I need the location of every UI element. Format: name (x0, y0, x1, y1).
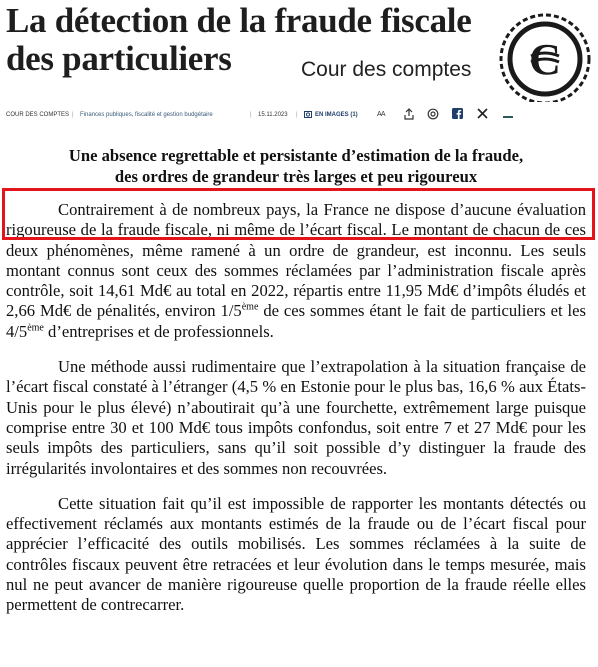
page-header (0, 0, 598, 102)
paragraph-3: Cette situation fait qu’il est impossible de rapporter les montants détectés ou effectivement réclamés aux montants estimés de la fraude ou de l’écart fiscal pour apprécier l’efficacité des outils mobilisés. Les sommes réclamées à la suite de contrôles fiscaux peuvent être retracées et leur évolution dans le temps mesurée, mais nul ne peut avancer de manière rigoureuse quelle proportion de la fraude réelle elles permettent de contrecarrer. (6, 493, 586, 615)
meta-separator: | (250, 112, 252, 118)
brand-name[interactable]: Cour des comptes (301, 58, 472, 81)
article-body (6, 146, 586, 631)
section-heading-line: des ordres de grandeur très larges et peu rigoureux (114, 166, 478, 186)
facebook-icon[interactable] (452, 108, 463, 119)
meta-date: 15.11.2023 (258, 112, 288, 118)
paragraph-2: Une méthode aussi rudimentaire que l’extrapolation à la situation française de l’écart fiscal constaté à l’étranger (4,5 % en Estonie pour le plus bas, 16,6 % aux États-Unis pour le plus élevé) n’aboutirait qu’à une fourchette, extrêmement large puisque comprise entre 30 et 100 Md€ tous impôts confondus, soit entre 7 et 27 Md€ pour les seuls impôts des particuliers, sans qu’il soit possible d’y distinguer la fraude des irrégularités involontaires et des sommes non recouvrées. (6, 357, 586, 478)
image-icon (304, 111, 312, 118)
meta-separator: | (72, 112, 74, 118)
superscript: ème (241, 301, 259, 313)
meta-source[interactable]: COUR DES COMPTES (6, 112, 70, 118)
share-icon[interactable] (403, 108, 415, 120)
paragraph-text: Contrairement à de nombreux pays, la France ne dispose d’aucune évaluation rigoureuse de la fraude fiscale, ni même de l’écart fiscal. Le montant de chacun de ces deux phénomènes, même ramené à un ordre de grandeur, est inconnu. Les seuls montant connus sont ceux des sommes réclamées par l’administration fiscale après contrôle, soit 14,61 Md€ au total en 2022, répartis entre 11,95 Md€ d’impôts éludés et 2,66 Md€ de pénalités, environ 1/5 (6, 200, 586, 321)
x-icon[interactable] (477, 108, 488, 119)
images-link[interactable]: EN IMAGES (1) (315, 112, 358, 118)
font-size-icon[interactable]: A A (377, 111, 385, 118)
superscript: ème (27, 322, 44, 334)
paragraph-text: de ces sommes étant le fait de particuliers et les 4/5 (6, 301, 586, 341)
section-heading-line: Une absence regrettable et persistante d’estimation de la fraude, (68, 146, 524, 165)
meta-category[interactable]: Finances publiques, fiscalité et gestion budgétaire (80, 112, 213, 118)
page-title: La détection de la fraude fiscale des particuliers (6, 1, 472, 78)
meta-separator: | (296, 112, 298, 118)
cour-des-comptes-logo[interactable] (498, 12, 592, 102)
meta-bar (0, 102, 598, 128)
logo-letter: C (529, 35, 561, 84)
more-icon[interactable] (503, 116, 513, 119)
email-icon[interactable] (427, 108, 439, 120)
paragraph-text: d’entreprises et de professionnels. (43, 321, 274, 341)
paragraph-1 (6, 200, 586, 342)
section-heading (6, 146, 586, 187)
